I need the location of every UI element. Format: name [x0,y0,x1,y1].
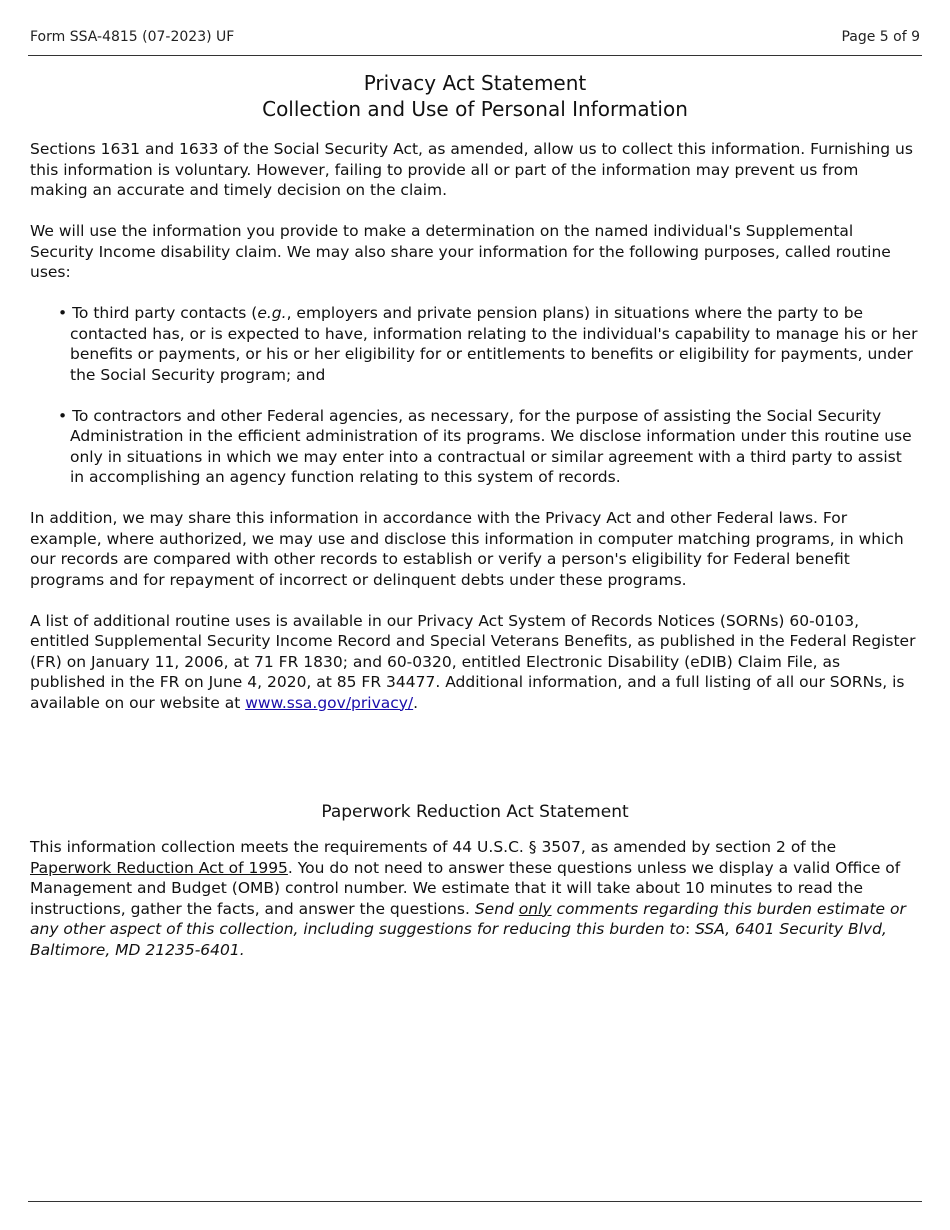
privacy-paragraph-3: In addition, we may share this information in accordance with the Privacy Act and other Federal laws. For example, where authorized, we may use and disclose this information in computer matching programs, in which our records are compared with other records to establish or verify a person's eligibility for Federal benefit programs and for repayment of incorrect or delinquent debts under these programs. [30,509,904,589]
page-header [30,29,920,45]
routine-use-bullet-1 [30,303,920,385]
privacy-title-line2: Collection and Use of Personal Information [262,97,688,121]
sorn-text-end: . [413,693,419,712]
paperwork-paragraph [30,837,920,960]
sorn-text: A list of additional routine uses is available in our Privacy Act System of Records Notices (SORNs) 60-0103, entitled Supplemental Security Income Record and Special Veterans Benefits, as published in the Federal Register (FR) on January 11, 2006, at 71 FR 1830; and 60-0320, entitled Electronic Disability (eDIB) Claim File, as published in the FR on June 4, 2020, at 85 FR 34477. Additional information, and a full listing of all our SORNs, is available on our website at [30,611,916,712]
privacy-act-title [30,70,920,122]
burden-colon: : [684,920,696,938]
privacy-paragraph-4 [30,611,920,714]
bullet1-eg: e.g. [257,304,287,322]
page-number: Page 5 of 9 [841,29,920,45]
bottom-divider [28,1201,922,1202]
bullet1-text: , employers and private pension plans) in situations where the party to be contacted has, or is expected to have, information relating to the individual's capability to manage his or her benefits or payments, or his or her eligibility for or entitlements to benefits or eligibility for payments, under the Social Security program; and [70,304,918,384]
privacy-website-link[interactable]: www.ssa.gov/privacy/ [245,693,414,712]
paperwork-text-b: . You do not need to answer these questions unless we display a valid Office of Management and Budget (OMB) control number. We estimate that it will take about 10 minutes to read the instructions, gather the facts, and answer the questions. [30,858,901,918]
top-divider [28,55,922,56]
routine-use-bullet-2: • To contractors and other Federal agencies, as necessary, for the purpose of assisting the Social Security Administration in the efficient administration of its programs. We disclose information under this routine use only in situations in which we may enter into a contractual or similar agreement with a third party to assist in accomplishing an agency function relating to this system of records. [58,406,912,486]
privacy-act-body [30,139,920,734]
privacy-title-line1: Privacy Act Statement [363,71,587,95]
paperwork-act-name: Paperwork Reduction Act of 1995 [30,858,288,877]
privacy-paragraph-2: We will use the information you provide to make a determination on the named individual's Supplemental Security Income disability claim. We may also share your information for the following purposes, called routine uses: [30,222,891,281]
bullet1-intro: • To third party contacts ( [58,304,258,322]
ssa-address: SSA, 6401 Security Blvd, Baltimore, MD 21235-6401. [30,920,887,959]
burden-note-a: Send [474,899,519,918]
paperwork-text-a: This information collection meets the requirements of 44 U.S.C. § 3507, as amended by section 2 of the [30,838,837,856]
burden-note-b: comments regarding this burden estimate or any other aspect of this collection, including suggestions for reducing this burden to [30,899,906,938]
burden-note-only: only [518,899,552,918]
form-id: Form SSA-4815 (07-2023) UF [30,29,235,45]
privacy-paragraph-1: Sections 1631 and 1633 of the Social Security Act, as amended, allow us to collect this information. Furnishing us this information is voluntary. However, failing to provide all or part of the information may prevent us from making an accurate and timely decision on the claim. [30,140,913,199]
paperwork-act-body [30,837,920,960]
paperwork-act-title: Paperwork Reduction Act Statement [321,802,629,822]
